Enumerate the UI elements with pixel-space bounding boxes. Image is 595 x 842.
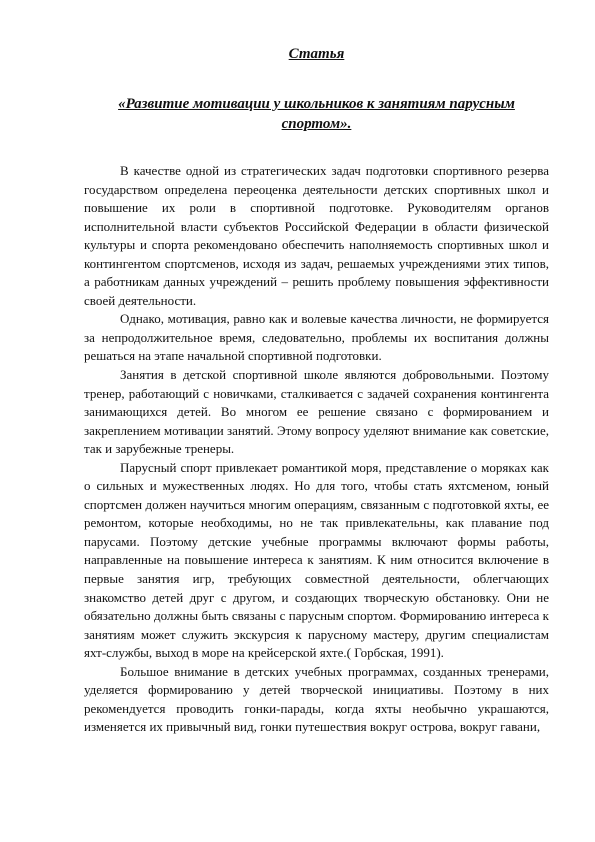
- paragraph-1: В качестве одной из стратегических задач подготовки спортивного резерва государством определена переоценка деятельности детских спортивных школ и повышение их роли в спортивной подготовке. Руководителям органов исполнительной власти субъектов Российской Федерации в области физической культуры и спорта рекомендовано обеспечить наполняемость спортивных школ и контингентом спортсменов, исходя из задач, решаемых учреждениями этих типов, а работникам данных учреждений – решить проблему повышения эффективности своей деятельности.: [84, 163, 549, 308]
- paragraph-5: Большое внимание в детских учебных программах, созданных тренерами, уделяется формированию у детей творческой инициативы. Поэтому в них рекомендуется проводить гонки-парады, когда яхты необычно украшаются, изменяется их привычный вид, гонки путешествия вокруг острова, вокруг гавани,: [84, 663, 549, 735]
- document-label: Статья: [288, 46, 345, 62]
- document-title: «Развитие мотивации у школьников к занятиям парусным спортом».: [118, 96, 515, 132]
- paragraph-2: Однако, мотивация, равно как и волевые качества личности, не формируется за непродолжительное время, следовательно, проблемы их воспитания должны решаться на этапе начальной спортивной подготовки.: [84, 311, 549, 364]
- paragraph-3: Занятия в детской спортивной школе являются добровольными. Поэтому тренер, работающий с новичками, сталкивается с задачей сохранения контингента занимающихся детей. Во многом ее решение связано с формированием и закреплением мотивации занятий. Этому вопросу уделяют внимание как советские, так и зарубежные тренеры.: [84, 367, 549, 457]
- article-body: [84, 162, 549, 737]
- paragraph-4: Парусный спорт привлекает романтикой моря, представление о моряках как о сильных и мужественных людях. Но для того, чтобы стать яхтсменом, юный спортсмен должен научиться многим операциям, связанным с подготовкой яхты, ее ремонтом, которые необходимы, но не так привлекательны, как плавание под парусами. Поэтому детские учебные программы включают формы работы, направленные на повышение интереса к занятиям. К ним относится включение в первые занятия игр, требующих совместной деятельности, облегчающих знакомство детей друг с другом, и создающих творческую обстановку. Они не обязательно должны быть связаны с парусным спортом. Формированию интереса к занятиям может служить экскурсия к парусному мастеру, другим специалистам яхт-службы, выход в море на крейсерской яхте.( Горбская, 1991).: [84, 459, 549, 661]
